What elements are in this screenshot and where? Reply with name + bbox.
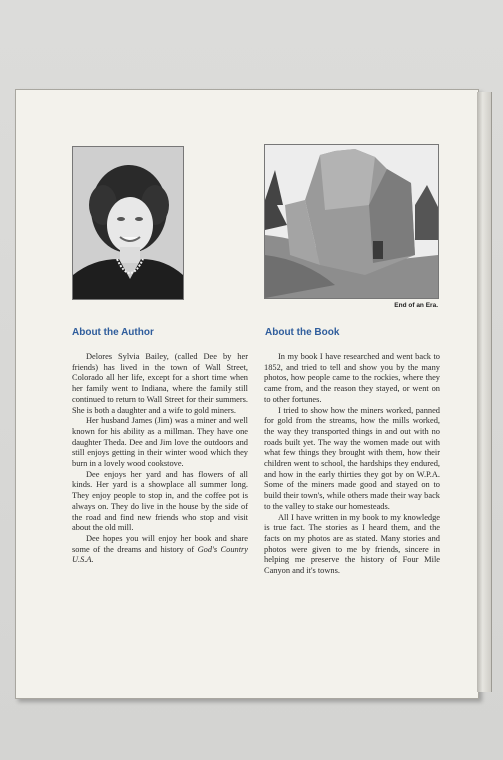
book-title: God's Country U.S.A. [72, 544, 249, 565]
photo-caption: End of an Era. [394, 302, 438, 309]
author-portrait-image [73, 147, 183, 299]
author-closing-text: Dee hopes you will enjoy her book and share some of the dreams and history of [72, 533, 248, 554]
author-closing-paragraph [72, 534, 248, 566]
author-paragraph: Dee enjoys her yard and has flowers of all kinds. Her yard is a showplace all summer long. They enjoy people to stop in, and the coffee pot is always on. They do live in the house by the side of the road and find new friends who stop and visit about the old mill. [72, 469, 248, 533]
author-paragraph: Delores Sylvia Bailey, (called Dee by her friends) has lived in the town of Wall Street, Colorado all her life, except for a short time when her family went to Indiana, where the family still continued to return to Wall Street for their summers. She is both a daughter and a wife to gold miners. [72, 352, 248, 415]
book-photo [264, 144, 439, 299]
ruins-image [265, 145, 438, 298]
book-paragraph: I tried to show how the miners worked, panned for gold from the streams, how the mills worked, the way they transported things in and out with no roads built yet. The way the women made out with what few things they brought with them, how their children went to school, the hardships they endured, and how in the early thirties they got by on W.P.A. Some of the miners made good and stayed on to build their town's, while others made their way back to the valley to stake our homesteads. [264, 405, 440, 511]
book-spine [477, 92, 492, 692]
about-author-text [72, 352, 248, 566]
about-author-heading: About the Author [72, 327, 154, 338]
about-book-text [264, 352, 440, 577]
about-book-heading: About the Book [265, 327, 340, 338]
author-photo [72, 146, 184, 300]
book-paragraph: All I have written in my book to my knowledge is true fact. The stories as I heard them, and the facts on my photos are as stated. Many stories and photos were given to me by friends, sincere in helping me preserve the history of Four Mile Canyon and it's towns. [264, 512, 440, 576]
book-paragraph: In my book I have researched and went back to 1852, and tried to tell and show you by the many photos, how people came to the rockies, where they came from, and the reason they stayed, or went on to other fortunes. [264, 352, 440, 404]
author-paragraph: Her husband James (Jim) was a miner and well known for his ability as a millman. They have one daughter Theda. Dee and Jim love the outdoors and still enjoys getting in their winter wood which they burn in a lovely wood cookstove. [72, 416, 248, 469]
